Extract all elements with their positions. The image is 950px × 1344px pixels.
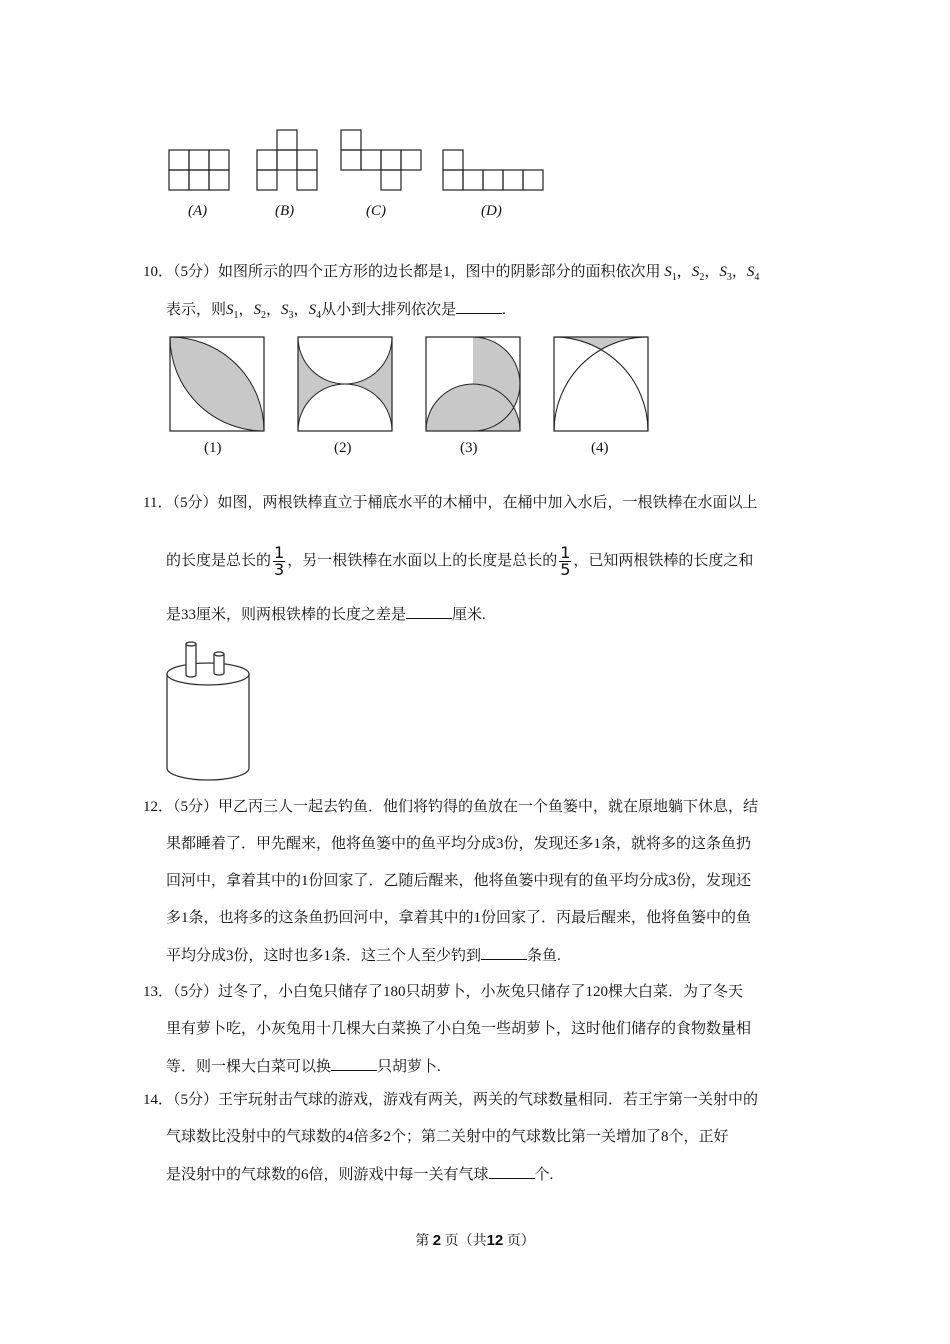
question-number: 10． bbox=[143, 264, 174, 280]
answer-blank[interactable] bbox=[489, 1164, 535, 1179]
period: . bbox=[502, 302, 506, 318]
question-score: （5分） bbox=[172, 495, 218, 511]
q13-text3a: 等．则一棵大白菜可以换 bbox=[166, 1059, 332, 1075]
q10-line2: 表示，则$S_1$，$S_2$，$S_3$，$S_4$从小到大排列依次是 . bbox=[166, 299, 506, 326]
q10-text2b: 从小到大排列依次是 bbox=[321, 302, 457, 318]
q14-text1: 王宇玩射击气球的游戏，游戏有两关，两关的气球数量相同．若王宇第一关射中的 bbox=[218, 1092, 759, 1108]
bucket-figure bbox=[160, 632, 260, 784]
q12-line5 bbox=[166, 945, 561, 966]
question-number: 14． bbox=[143, 1092, 174, 1108]
q11-text1: 如图，两根铁棒直立于桶底水平的木桶中，在桶中加入水后，一根铁棒在水面以上 bbox=[217, 495, 758, 511]
answer-blank[interactable] bbox=[406, 604, 452, 619]
square-2 bbox=[298, 337, 392, 431]
q11-text2b: ，另一根铁棒在水面以上的长度是总长的 bbox=[287, 553, 558, 569]
q14-line3 bbox=[166, 1164, 553, 1185]
square-label-3: (3) bbox=[460, 440, 478, 456]
q12-text5a: 平均分成3份，这时也多1条．这三个人至少钓到 bbox=[166, 948, 482, 964]
square-1 bbox=[170, 337, 264, 431]
q11-line2 bbox=[166, 544, 753, 578]
net-label-d: (D) bbox=[481, 203, 502, 219]
question-number: 12． bbox=[143, 799, 174, 815]
answer-blank[interactable] bbox=[481, 945, 527, 960]
q11-text3a: 是33厘米，则两根铁棒的长度之差是 bbox=[166, 607, 407, 623]
net-label-a: (A) bbox=[188, 203, 208, 219]
fraction-one-third: $\frac{1}{3}$ bbox=[274, 543, 285, 580]
net-d bbox=[443, 150, 543, 190]
q12-line1 bbox=[143, 797, 758, 817]
net-a bbox=[169, 150, 229, 190]
total-pages: 12 bbox=[486, 1232, 504, 1249]
q11-text2a: 的长度是总长的 bbox=[166, 553, 272, 569]
square-label-2: (2) bbox=[334, 440, 352, 456]
net-b bbox=[257, 130, 317, 190]
q9-nets-figure bbox=[160, 120, 560, 200]
q13-line1 bbox=[143, 982, 743, 1002]
q11-line1 bbox=[143, 493, 757, 513]
q13-line2: 里有萝卜吃，小灰兔用十几棵大白菜换了小白兔一些胡萝卜，这时他们储存的食物数量相 bbox=[166, 1021, 752, 1037]
q11-text2c: ，已知两根铁棒的长度之和 bbox=[573, 553, 754, 569]
q10-text2a: 表示，则 bbox=[166, 302, 227, 318]
fraction-one-fifth: $\frac{1}{5}$ bbox=[560, 543, 571, 580]
question-score: （5分） bbox=[173, 799, 219, 815]
q12-text5b: 条鱼. bbox=[527, 948, 561, 964]
q14-text3b: 个. bbox=[534, 1167, 554, 1183]
page-number: 2 bbox=[432, 1232, 442, 1249]
net-label-b: (B) bbox=[275, 203, 295, 219]
q14-text3a: 是没射中的气球数的6倍，则游戏中每一关有气球 bbox=[166, 1167, 489, 1183]
square-label-1: (1) bbox=[204, 440, 222, 456]
q12-line4: 多1条，也将多的这条鱼扔回河中，拿着其中的1份回家了．丙最后醒来，他将鱼篓中的鱼 bbox=[166, 910, 752, 926]
question-score: （5分） bbox=[173, 264, 219, 280]
q13-text3b: 只胡萝卜. bbox=[377, 1059, 441, 1075]
q12-line3: 回河中，拿着其中的1份回家了．乙随后醒来，他将鱼篓中现有的鱼平均分成3份，发现还 bbox=[166, 873, 752, 889]
q14-line1 bbox=[143, 1090, 758, 1110]
question-number: 11． bbox=[143, 495, 173, 511]
q12-text1: 甲乙丙三人一起去钓鱼．他们将钓得的鱼放在一个鱼篓中，就在原地躺下休息，结 bbox=[218, 799, 759, 815]
question-score: （5分） bbox=[173, 984, 219, 1000]
q11-line3 bbox=[166, 604, 486, 625]
q13-line3 bbox=[166, 1056, 441, 1077]
q10-squares-figure bbox=[165, 332, 660, 436]
q12-line2: 果都睡着了．甲先醒来，他将鱼篓中的鱼平均分成3份，发现还多1条，就将多的这条鱼扔 bbox=[166, 836, 752, 852]
answer-blank[interactable] bbox=[456, 299, 502, 314]
square-label-4: (4) bbox=[591, 440, 609, 456]
q13-text1: 过冬了，小白兔只储存了180只胡萝卜，小灰兔只储存了120棵大白菜．为了冬天 bbox=[218, 984, 744, 1000]
net-c bbox=[341, 130, 421, 190]
question-number: 13． bbox=[143, 984, 174, 1000]
q11-text3b: 厘米. bbox=[452, 607, 486, 623]
q14-line2: 气球数比没射中的气球数的4倍多2个；第二关射中的气球数比第一关增加了8个，正好 bbox=[166, 1129, 729, 1145]
net-label-c: (C) bbox=[366, 203, 386, 219]
question-score: （5分） bbox=[173, 1092, 219, 1108]
q10-text1: 如图所示的四个正方形的边长都是1，图中的阴影部分的面积依次用 bbox=[218, 264, 661, 280]
answer-blank[interactable] bbox=[331, 1056, 377, 1071]
page-footer: 第 2 页（共12 页） bbox=[415, 1232, 535, 1249]
q10-line1: 10．（5分）如图所示的四个正方形的边长都是1，图中的阴影部分的面积依次用 $S_1$，$S_2$，$S_3$，$S_4$ bbox=[143, 264, 760, 283]
